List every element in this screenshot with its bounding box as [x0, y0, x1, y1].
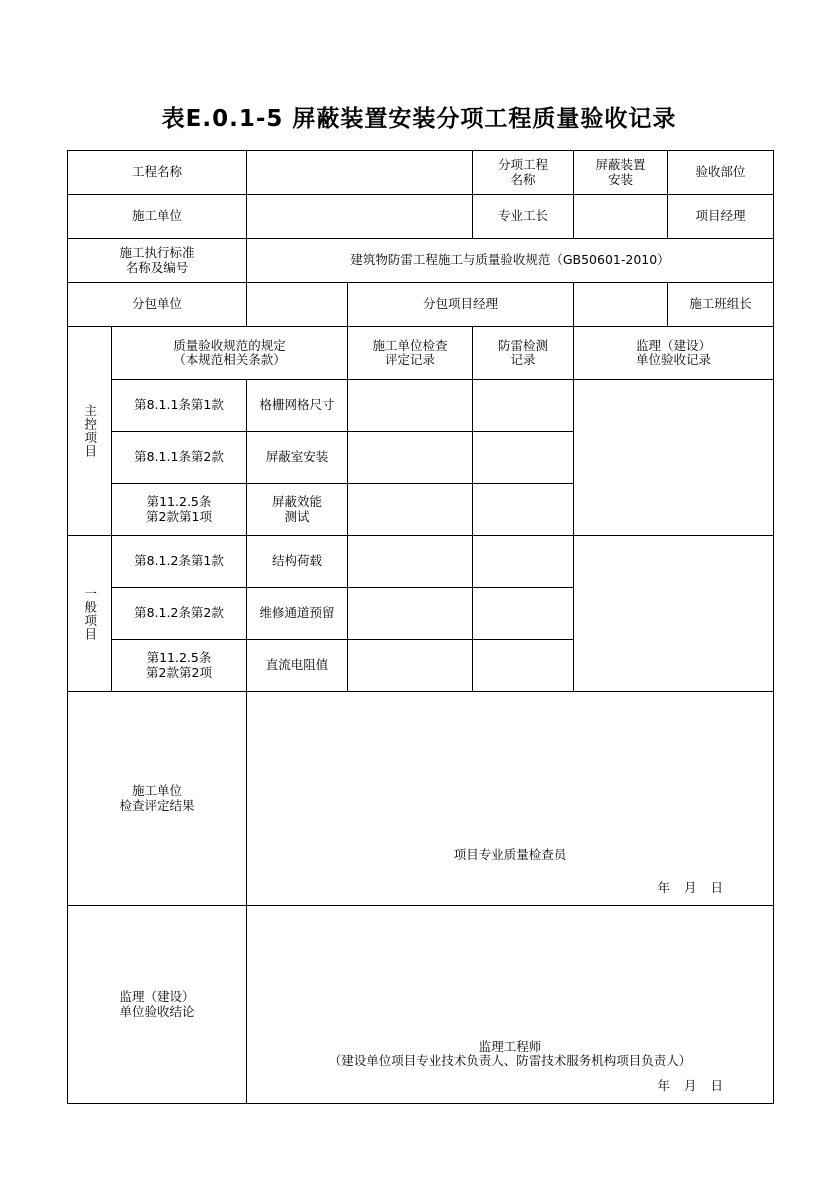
- item-cell: 维修通道预留: [247, 588, 348, 640]
- item-cell: 结构荷载: [247, 536, 348, 588]
- supervision-date: [643, 1079, 723, 1093]
- subitem-label: 分项工程 名称: [473, 151, 574, 195]
- date-year: 年: [657, 880, 670, 895]
- main-item-row: [68, 380, 774, 432]
- foreman-label: 专业工长: [473, 195, 574, 239]
- item-cell: 格栅网格尺寸: [247, 380, 348, 432]
- subcontractor-label: 分包单位: [68, 283, 247, 327]
- col-supervision-header: 监理（建设） 单位验收记录: [574, 327, 774, 380]
- col-spec-header: 质量验收规范的规定 （本规范相关条款）: [112, 327, 348, 380]
- supervising-engineer-label: 监理工程师 （建设单位项目专业技术负责人、防雷技术服务机构项目负责人）: [328, 1039, 692, 1068]
- clause-cell: 第8.1.2条第1款: [112, 536, 247, 588]
- project-name-field[interactable]: [247, 151, 473, 195]
- lightning-test-field[interactable]: [473, 588, 574, 640]
- construction-date: [643, 881, 723, 895]
- acceptance-part-label: 验收部位: [668, 151, 774, 195]
- sub-pm-field[interactable]: [574, 283, 668, 327]
- clause-cell: 第8.1.2条第2款: [112, 588, 247, 640]
- self-check-field[interactable]: [348, 432, 473, 484]
- self-check-field[interactable]: [348, 484, 473, 536]
- date-day: 日: [710, 880, 723, 895]
- lightning-test-field[interactable]: [473, 432, 574, 484]
- clause-cell: 第11.2.5条 第2款第2项: [112, 640, 247, 692]
- project-name-label: 工程名称: [68, 151, 247, 195]
- general-item-row: [68, 536, 774, 588]
- construction-result-field[interactable]: [247, 692, 774, 906]
- row-subcontractor: [68, 283, 774, 327]
- construction-result-label: 施工单位 检查评定结果: [68, 692, 247, 906]
- supervision-conclusion-field[interactable]: [247, 906, 774, 1104]
- form-title: 表E.0.1-5 屏蔽装置安装分项工程质量验收记录: [161, 106, 677, 132]
- date-month: 月: [683, 1078, 697, 1093]
- construction-unit-label: 施工单位: [68, 195, 247, 239]
- foreman-field[interactable]: [574, 195, 668, 239]
- item-cell: 屏蔽效能 测试: [247, 484, 348, 536]
- subcontractor-field[interactable]: [247, 283, 348, 327]
- date-day: 日: [710, 1078, 723, 1093]
- col-lightning-test-header: 防雷检测 记录: [473, 327, 574, 380]
- general-items-label: 一般项目: [68, 536, 112, 692]
- construction-unit-field[interactable]: [247, 195, 473, 239]
- conclusion-table: [67, 691, 774, 1104]
- self-check-field[interactable]: [348, 380, 473, 432]
- team-leader-label: 施工班组长: [668, 283, 774, 327]
- self-check-field[interactable]: [348, 588, 473, 640]
- row-supervision-conclusion: [68, 906, 774, 1104]
- clause-cell: 第11.2.5条 第2款第1项: [112, 484, 247, 536]
- standard-label: 施工执行标准 名称及编号: [68, 239, 247, 283]
- row-column-headers: [68, 327, 774, 380]
- lightning-test-field[interactable]: [473, 380, 574, 432]
- item-cell: 直流电阻值: [247, 640, 348, 692]
- self-check-field[interactable]: [348, 536, 473, 588]
- supervision-conclusion-label: 监理（建设） 单位验收结论: [68, 906, 247, 1104]
- project-manager-label: 项目经理: [668, 195, 774, 239]
- main-supervision-field[interactable]: [574, 380, 774, 536]
- date-year: 年: [657, 1078, 670, 1093]
- subitem-value: 屏蔽装置 安装: [574, 151, 668, 195]
- sub-pm-label: 分包项目经理: [348, 283, 574, 327]
- standard-value: 建筑物防雷工程施工与质量验收规范（GB50601-2010）: [247, 239, 774, 283]
- clause-cell: 第8.1.1条第2款: [112, 432, 247, 484]
- item-cell: 屏蔽室安装: [247, 432, 348, 484]
- col-self-check-header: 施工单位检查 评定记录: [348, 327, 473, 380]
- lightning-test-field[interactable]: [473, 484, 574, 536]
- date-month: 月: [683, 880, 697, 895]
- inspection-table: [67, 326, 774, 692]
- row-project-name: [68, 151, 774, 195]
- general-supervision-field[interactable]: [574, 536, 774, 692]
- clause-cell: 第8.1.1条第1款: [112, 380, 247, 432]
- lightning-test-field[interactable]: [473, 536, 574, 588]
- main-items-label: 主控项目: [68, 327, 112, 536]
- lightning-test-field[interactable]: [473, 640, 574, 692]
- quality-inspector-label: 项目专业质量检查员: [453, 847, 567, 862]
- row-construction-unit: [68, 195, 774, 239]
- self-check-field[interactable]: [348, 640, 473, 692]
- acceptance-record-table: [67, 150, 774, 327]
- row-construction-result: [68, 692, 774, 906]
- row-standard: [68, 239, 774, 283]
